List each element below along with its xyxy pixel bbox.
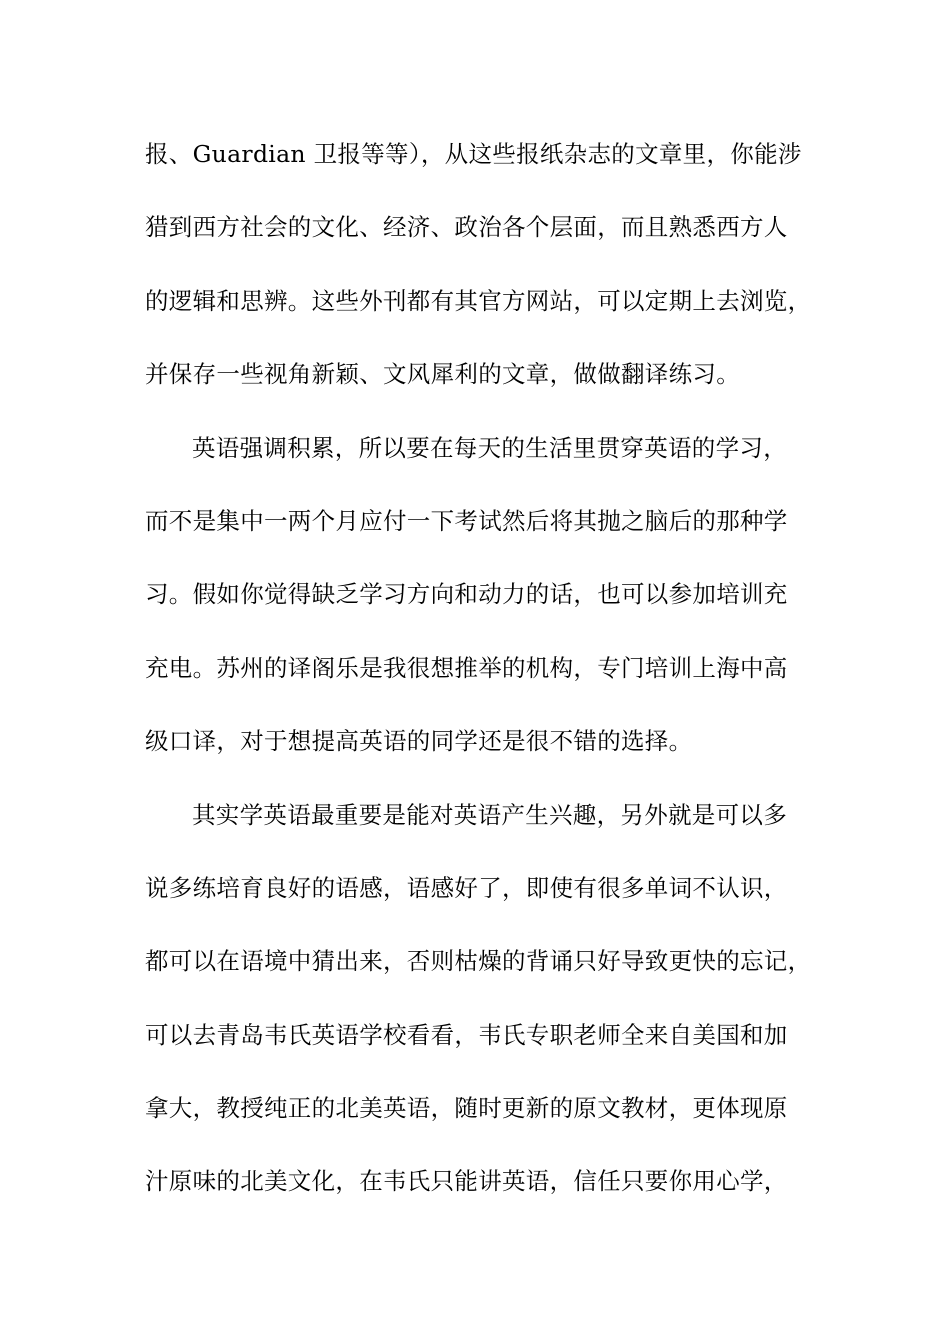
text-line: 汁原味的北美文化，在韦氏只能讲英语，信任只要你用心学， [145,1167,788,1196]
text-line: 猎到西方社会的文化、经济、政治各个层面，而且熟悉西方人 [145,213,788,242]
text-line: 报、Guardian 卫报等等），从这些报纸杂志的文章里，你能涉 [145,140,802,168]
text-line: 可以去青岛韦氏英语学校看看，韦氏专职老师全来自美国和加 [145,1020,788,1049]
text-line: 级口译，对于想提高英语的同学还是很不错的选择。 [145,727,693,756]
text-line: 而不是集中一两个月应付一下考试然后将其抛之脑后的那种学 [145,506,788,535]
paragraph-start-line: 英语强调积累，所以要在每天的生活里贯穿英语的学习， [192,433,787,462]
text-line: 说多练培育良好的语感，语感好了，即使有很多单词不认识， [145,873,788,902]
text-line: 充电。苏州的译阁乐是我很想推举的机构，专门培训上海中高 [145,653,788,682]
paragraph-start-line: 其实学英语最重要是能对英语产生兴趣，另外就是可以多 [192,800,787,829]
text-line: 并保存一些视角新颖、文风犀利的文章，做做翻译练习。 [145,360,740,389]
text-line: 习。假如你觉得缺乏学习方向和动力的话，也可以参加培训充 [145,580,788,609]
text-line: 的逻辑和思辨。这些外刊都有其官方网站，可以定期上去浏览， [145,286,812,315]
text-line: 都可以在语境中猜出来，否则枯燥的背诵只好导致更快的忘记， [145,947,812,976]
document-body [145,130,835,1231]
text-line: 拿大，教授纯正的北美英语，随时更新的原文教材，更体现原 [145,1094,788,1123]
